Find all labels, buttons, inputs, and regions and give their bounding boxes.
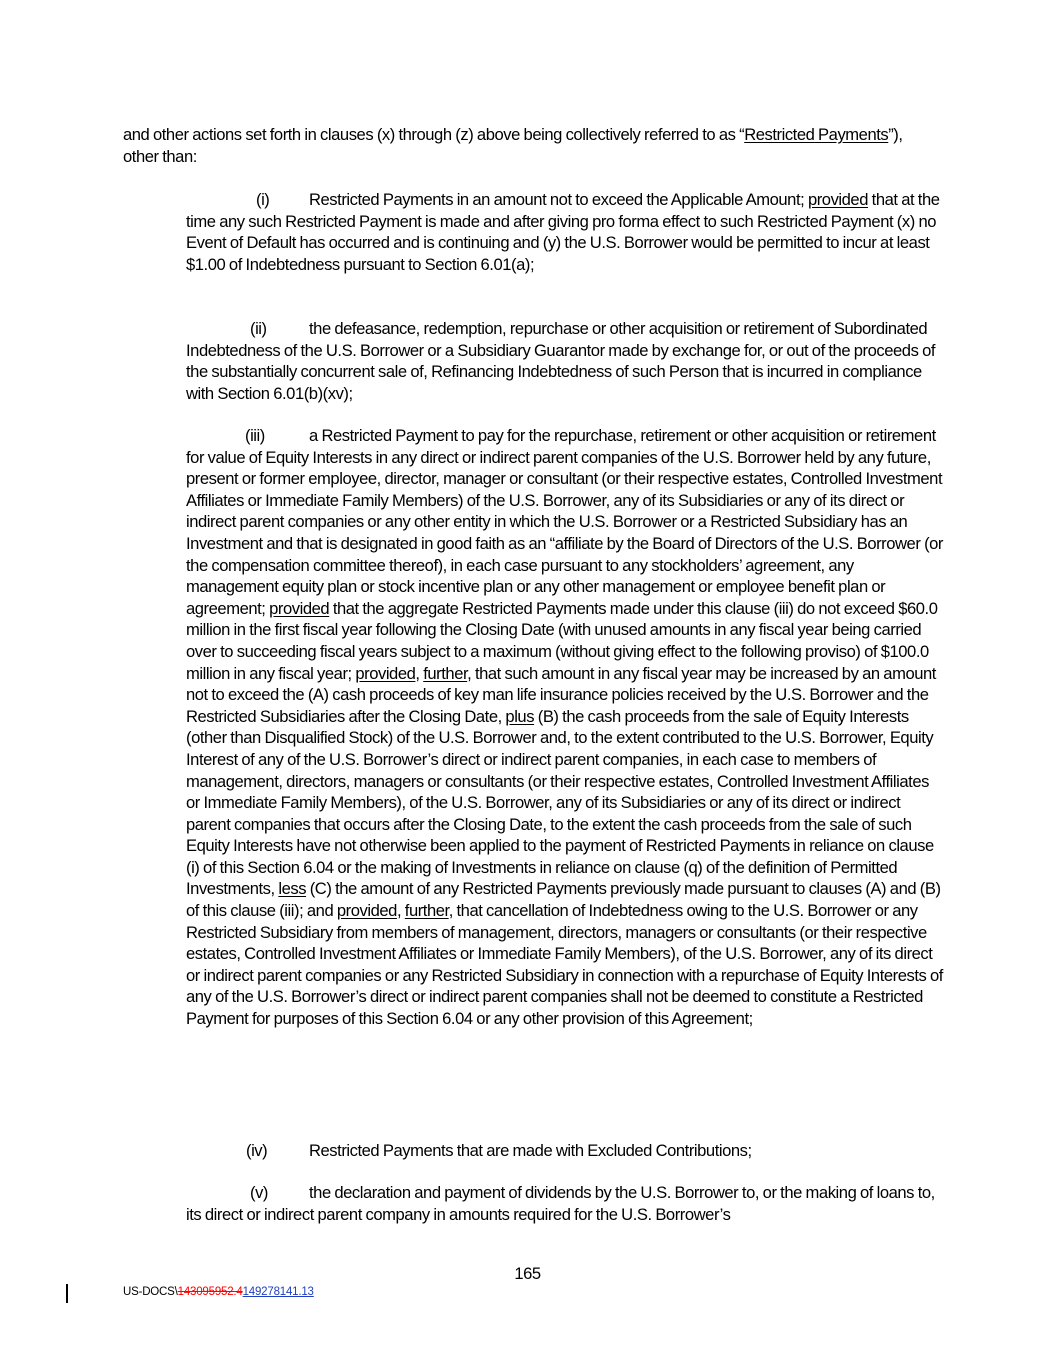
clause-i: (i) Restricted Payments in an amount not to exceed the Applicable Amount; provided that at the time any such Restricted Payment is made and after giving pro forma effect to such Restricted Payment (x) no Event of Default has occurred and is continuing and (y) the U.S. Borrower would be permitted to incur at least $1.00 of Indebtedness pursuant to Section 6.01(a); (186, 190, 940, 274)
proviso-term: further (423, 663, 468, 683)
proviso-term: further (404, 901, 449, 921)
proviso-term: plus (505, 706, 535, 726)
clause-number: (ii) (250, 319, 267, 338)
defined-term-restricted-payments: Restricted Payments (744, 125, 889, 144)
proviso-term: less (278, 879, 307, 899)
revision-change-bar (66, 1284, 68, 1303)
clause-v: (v) the declaration and payment of dividends by the U.S. Borrower to, or the making of loans to, its direct or indirect parent company in amounts required for the U.S. Borrower’s (186, 1183, 935, 1224)
proviso-term: provided (355, 663, 416, 683)
intro-paragraph: and other actions set forth in clauses (x) through (z) above being collectively referred to as “Restricted Payments”), other than: (123, 125, 903, 166)
footer-prefix: US-DOCS\ (123, 1286, 178, 1298)
page-number: 165 (514, 1264, 541, 1283)
proviso-term: provided (807, 190, 868, 209)
document-id-footer (123, 1286, 314, 1298)
clause-ii: (ii) the defeasance, redemption, repurchase or other acquisition or retirement of Subordinated Indebtedness of the U.S. Borrower or a Subsidiary Guarantor made by exchange for, or out of the proceeds of the substantially concurrent sale of, Refinancing Indebtedness of such Person that is incurred in compliance with Section 6.01(b)(xv); (186, 319, 936, 403)
proviso-term: provided (269, 598, 330, 618)
clause-number: (i) (256, 190, 270, 209)
deleted-doc-number: 143095952.4 (177, 1286, 243, 1298)
proviso-term: provided (336, 901, 397, 921)
clause-iii: (iii) a Restricted Payment to pay for the repurchase, retirement or other acquisition or retirement for value of Equity Interests in any direct or indirect parent companies of the U.S. Borrower held by any future, present or former employee, director, manager or consultant (or their respective estates, Controlled Investment Affiliates or Immediate Family Members) of the U.S. Borrower, any of its Subsidiaries or any of its direct or indirect parent companies or any other entity in which the U.S. Borrower or a Restricted Subsidiary has an Investment and that is designated in good faith as an “affiliate by the Board of Directors of the U.S. Borrower (or the compensation committee thereof), in each case pursuant to any stockholders’ agreement, any management equity plan or stock incentive plan or any other management or employee benefit plan or agreement; provided that the aggregate Restricted Payments made under this clause (iii) do not exceed $60.0 million in the first fiscal year following the Closing Date (with unused amounts in any fiscal year being carried over to succeeding fiscal years subject to a maximum (without giving effect to the following proviso) of $100.0 million in any fiscal year; provided, further, that such amount in any fiscal year may be increased by an amount not to exceed the (A) cash proceeds of key man life insurance policies received by the U.S. Borrower and the Restricted Subsidiaries after the Closing Date, plus (B) the cash proceeds from the sale of Equity Interests (other than Disqualified Stock) of the U.S. Borrower and, to the extent contributed to the U.S. Borrower, Equity Interest of any of the U.S. Borrower’s direct or indirect parent companies, in each case to members of management, directors, managers or consultants (or their respective estates, Controlled Investment Affiliates or Immediate Family Members), of the U.S. Borrower, any of its Subsidiaries or any of its direct or indirect parent companies that occurs after the Closing Date, to the extent the cash proceeds from the sale of such Equity Interests have not otherwise been applied to the payment of Restricted Payments in reliance on clause (i) of this Section 6.04 or the making of Investments in reliance on clause (q) of the definition of Permitted Investments, less (C) the amount of any Restricted Payments previously made pursuant to clauses (A) and (B) of this clause (iii); and provided, further, that cancellation of Indebtedness owing to the U.S. Borrower or any Restricted Subsidiary from members of management, directors, managers or consultants (or their respective estates, Controlled Investment Affiliates or Immediate Family Members), of the U.S. Borrower, any of its direct or indirect parent companies or any Restricted Subsidiary in connection with a repurchase of Equity Interests of any of the U.S. Borrower’s direct or indirect parent companies shall not be deemed to constitute a Restricted Payment for purposes of this Section 6.04 or any other provision of this Agreement; (186, 426, 944, 1029)
clause-iv: (iv) Restricted Payments that are made with Excluded Contributions; (186, 1140, 946, 1162)
clause-number: (v) (250, 1183, 268, 1202)
clause-number: (iv) (246, 1141, 268, 1160)
clause-number: (iii) (245, 426, 265, 445)
inserted-doc-number: 149278141.13 (242, 1286, 314, 1298)
